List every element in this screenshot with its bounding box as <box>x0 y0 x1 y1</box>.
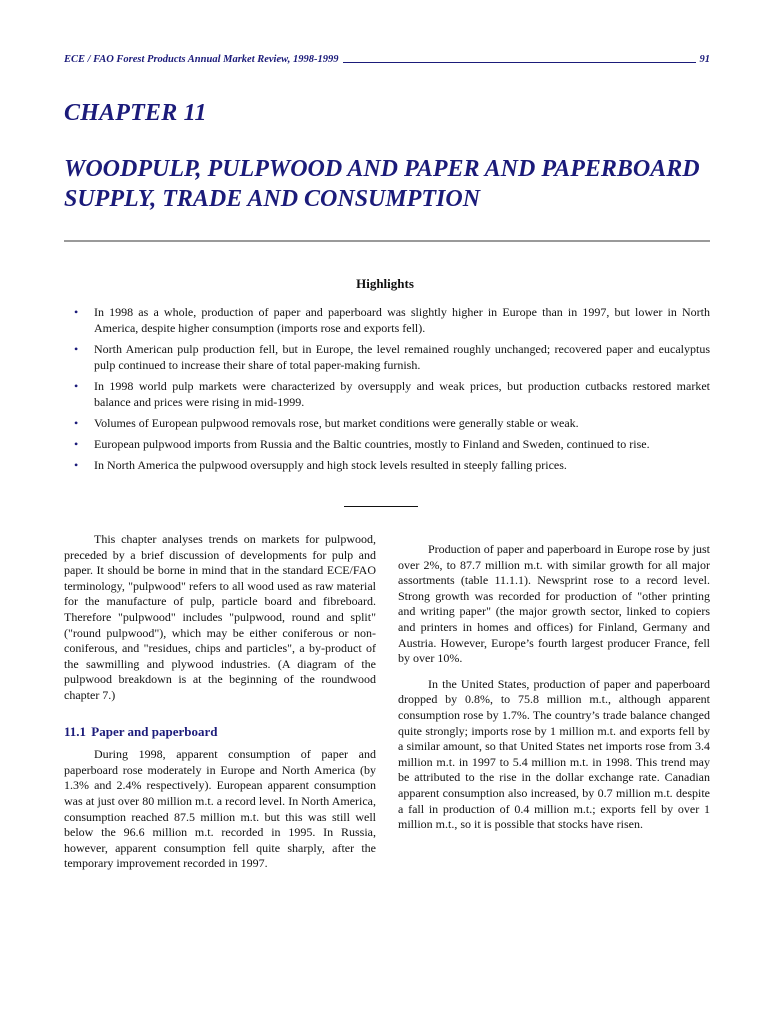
paragraph-us-production: In the United States, production of paper and paperboard dropped by 0.8%, to 75.8 million m.t., although apparent consumption rose by 1.7%. The country’s trade balance changed quite strongly; imports rose by 1 million m.t. and exports fell by a similar amount, so that United States net imports rose from 3.4 million m.t. in 1997 to 5.4 million m.t. in 1998. This trend may be attributed to the rise in the dollar exchange rate. Canadian apparent consumption also increased, by 0.7 million m.t. despite a fall in production of 0.4 million m.t.; exports fell by over 1 million m.t., so it is possible that stocks have risen. <box>398 676 710 832</box>
running-head-rule <box>343 61 696 63</box>
section-separator <box>344 506 418 507</box>
bullet-icon: • <box>74 416 79 430</box>
highlight-text: European pulpwood imports from Russia and the Baltic countries, mostly to Finland and Sweden, continued to rise. <box>94 437 650 451</box>
highlight-item <box>74 304 710 336</box>
highlight-item <box>74 378 710 410</box>
highlight-item <box>74 457 710 473</box>
highlight-text: In North America the pulpwood oversupply and high stock levels resulted in steeply falling prices. <box>94 458 567 472</box>
highlight-text: In 1998 as a whole, production of paper and paperboard was slightly higher in Europe than in 1997, but lower in North America, despite higher consumption (imports rose and exports fell). <box>94 305 710 335</box>
section-number: 11.1 <box>64 723 87 739</box>
highlight-item <box>74 341 710 373</box>
intro-paragraph: This chapter analyses trends on markets for pulpwood, preceded by a brief discussion of developments for pulp and paper. It should be borne in mind that in the standard ECE/FAO terminology, "pulpwood" refers to all wood used as raw material for the manufacture of pulp, particle board and fibreboard. Therefore "pulpwood" includes "pulpwood, round and split" ("round pulpwood"), which may be either coniferous or non-coniferous, and "residues, chips and particles", a by-product of the sawmilling and plywood industries. (A diagram of the pulpwood breakdown is at the beginning of the roundwood chapter 7.) <box>64 532 376 702</box>
highlights-heading: Highlights <box>356 276 414 291</box>
bullet-icon: • <box>74 305 79 319</box>
section-heading <box>64 724 376 740</box>
highlight-text: Volumes of European pulpwood removals rose, but market conditions were generally stable or weak. <box>94 416 579 430</box>
left-column <box>64 532 376 882</box>
highlight-item <box>74 436 710 452</box>
title-divider <box>64 240 710 242</box>
running-head <box>64 54 710 65</box>
bullet-icon: • <box>74 342 79 356</box>
section-title: Paper and paperboard <box>91 723 218 739</box>
highlights-list <box>74 304 710 478</box>
highlight-text: North American pulp production fell, but in Europe, the level remained roughly unchanged; recovered paper and eucalyptus pulp continued to increase their share of total paper-making furnish. <box>94 342 710 372</box>
bullet-icon: • <box>74 458 79 472</box>
section-paragraph: During 1998, apparent consumption of paper and paperboard rose moderately in Europe and North America (by 1.3% and 2.4% respectively). European apparent consumption was at just over 80 million m.t. a record level. In North America, consumption reached 87.5 million m.t. but this was still well below the 96.6 million m.t. recorded in 1995. In Russia, however, apparent consumption fell quite sharply, after the temporary improvement recorded in 1997. <box>64 747 376 871</box>
running-head-title: ECE / FAO Forest Products Annual Market Review, 1998-1999 <box>64 54 339 65</box>
page-number: 91 <box>699 54 710 65</box>
right-column <box>398 542 710 843</box>
highlight-item <box>74 415 710 431</box>
bullet-icon: • <box>74 437 79 451</box>
chapter-label: CHAPTER 11 <box>64 100 207 126</box>
bullet-icon: • <box>74 379 79 393</box>
paragraph-europe-production: Production of paper and paperboard in Europe rose by just over 2%, to 87.7 million m.t. with similar growth for all major assortments (table 11.1.1). Newsprint rose to a record level. Strong growth was recorded for production of "other printing and writing paper" (the major growth sector, linked to copiers and printers in homes and offices) for Finland, Germany and Austria. However, Europe’s fourth largest producer France, fell by over 10%. <box>398 542 710 666</box>
chapter-title: WOODPULP, PULPWOOD AND PAPER AND PAPERBOARD SUPPLY, TRADE AND CONSUMPTION <box>64 156 700 212</box>
highlight-text: In 1998 world pulp markets were characterized by oversupply and weak prices, but production cutbacks restored market balance and prices were rising in mid-1999. <box>94 379 710 409</box>
